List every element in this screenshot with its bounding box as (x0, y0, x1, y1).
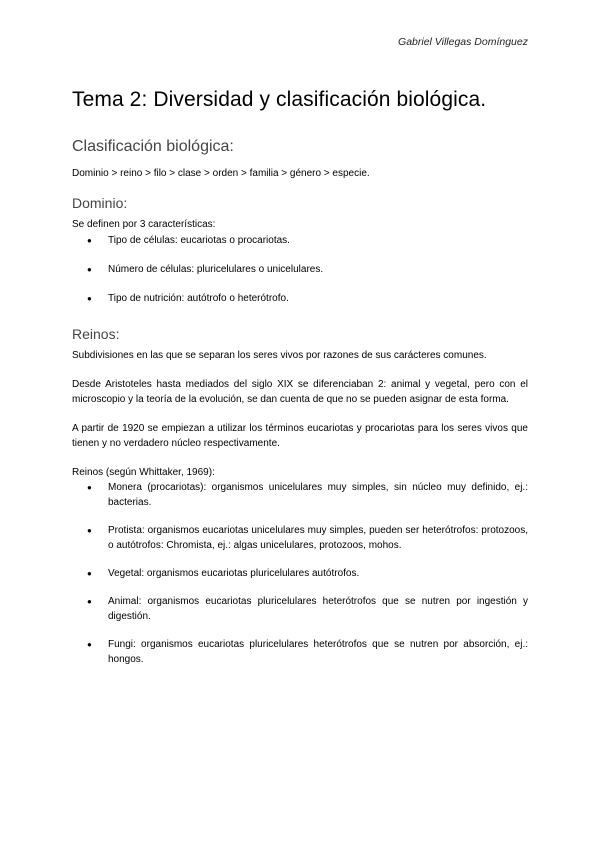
author-name: Gabriel Villegas Domínguez (398, 36, 528, 48)
taxonomy-hierarchy: Dominio > reino > filo > clase > orden > familia > género > especie. (72, 168, 370, 179)
section-heading-dominio: Dominio: (72, 195, 128, 211)
list-item: ● Fungi: organismos eucariotas pluricelulares heterótrofos que se nutren por absorción, ej.: hongos. (72, 637, 528, 667)
section-heading-reinos: Reinos: (72, 326, 120, 342)
list-item: ● Protista: organismos eucariotas unicelulares muy simples, pueden ser heterótrofos: protozoos, o autótrofos: Chromista, ej.: algas unicelulares, protozoos, mohos. (72, 523, 528, 553)
list-item: ● Vegetal: organismos eucariotas pluricelulares autótrofos. (72, 566, 528, 581)
document-title: Tema 2: Diversidad y clasificación biológica. (72, 88, 487, 111)
list-item: ● Tipo de células: eucariotas o procariotas. (72, 233, 528, 248)
section-heading-clasificacion: Clasificación biológica: (72, 138, 234, 155)
reinos-list (72, 480, 528, 667)
dominio-intro: Se definen por 3 características: (72, 219, 216, 230)
document-body (72, 88, 528, 680)
list-item: ● Tipo de nutrición: autótrofo o heterótrofo. (72, 291, 528, 306)
paragraph: Desde Aristoteles hasta mediados del siglo XIX se diferenciaban 2: animal y vegetal, pero con el microscopio y la teoría de la evolución, se dan cuenta de que no se pueden asignar de esta forma. (72, 379, 528, 405)
list-item: ● Monera (procariotas): organismos unicelulares muy simples, sin núcleo muy definido, ej.: bacterias. (72, 480, 528, 510)
paragraph: A partir de 1920 se empiezan a utilizar los términos eucariotas y procariotas para los seres vivos que tienen y no verdadero núcleo respectivamente. (72, 423, 528, 449)
paragraph: Subdivisiones en las que se separan los seres vivos por razones de sus carácteres comunes. (72, 350, 487, 361)
section-dominio (72, 195, 528, 306)
list-item: ● Animal: organismos eucariotas pluricelulares heterótrofos que se nutren por ingestión y digestión. (72, 594, 528, 624)
dominio-list (72, 233, 528, 306)
section-reinos (72, 326, 528, 667)
reinos-list-intro: Reinos (según Whittaker, 1969): (72, 467, 215, 478)
list-item: ● Número de células: pluricelulares o unicelulares. (72, 262, 528, 277)
section-clasificacion (72, 138, 528, 181)
